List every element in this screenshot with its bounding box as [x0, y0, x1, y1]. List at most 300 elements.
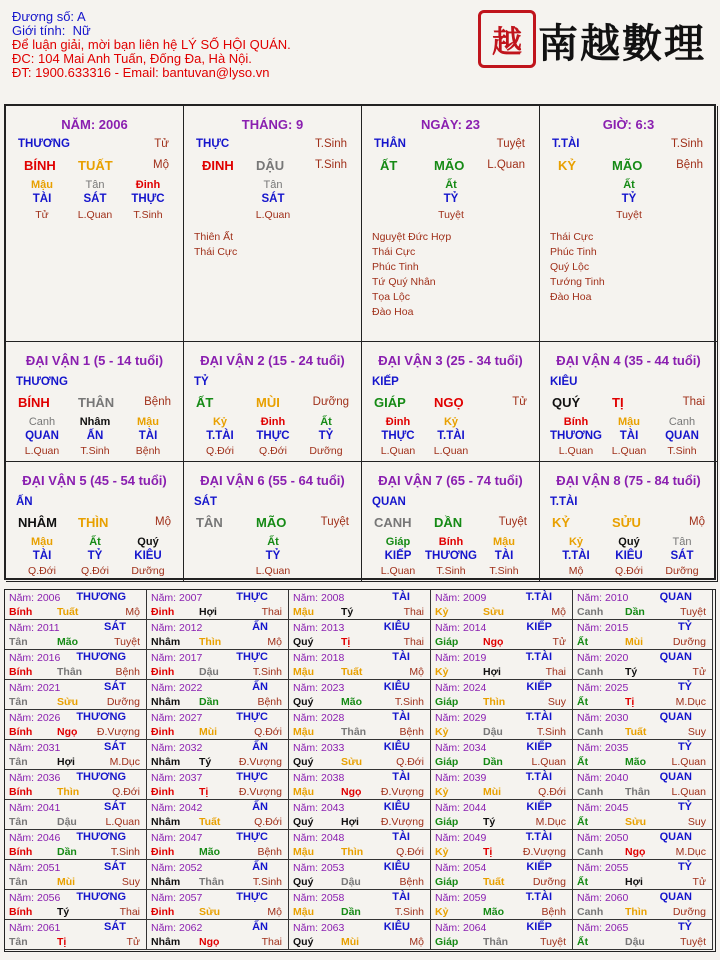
year-cell — [431, 740, 573, 770]
year-thap-than: TÀI — [392, 591, 410, 603]
year-stage: Đ.Vượng — [380, 816, 424, 828]
year-cell — [147, 650, 289, 680]
year-cell — [573, 860, 713, 890]
star-item: Đào Hoa — [372, 306, 414, 318]
year-stage: Q.Đới — [396, 756, 424, 768]
hidden-stem: Bính — [438, 536, 464, 548]
year-thap-than: QUAN — [659, 891, 692, 903]
heavenly-stem: KỶ — [558, 158, 577, 173]
year-stem: Mậu — [293, 906, 314, 918]
year-thap-than: THỰC — [236, 591, 268, 603]
year-label: Năm: 2041 — [9, 802, 61, 814]
year-stage: Suy — [121, 876, 140, 888]
year-cell — [573, 920, 713, 950]
year-label: Năm: 2017 — [151, 652, 203, 664]
hidden-stage: L.Quan — [77, 209, 113, 221]
dai-van-stage: Tử — [512, 396, 527, 408]
year-branch: Dần — [199, 696, 219, 708]
year-thap-than: T.TÀI — [525, 711, 552, 723]
year-stage: Thai — [261, 606, 282, 618]
year-thap-than: SÁT — [104, 621, 126, 633]
hidden-stage: L.Quan — [255, 209, 291, 221]
year-label: Năm: 2035 — [577, 742, 629, 754]
star-item: Phúc Tinh — [550, 246, 597, 258]
year-stage: T.Sinh — [536, 726, 566, 738]
hidden-god: SÁT — [670, 550, 694, 562]
year-cell — [5, 860, 147, 890]
dai-van-thap-than: SÁT — [194, 496, 217, 508]
year-stem: Nhâm — [151, 876, 181, 888]
year-thap-than: KIẾP — [526, 681, 552, 693]
year-branch: Tị — [57, 936, 67, 948]
year-label: Năm: 2033 — [293, 742, 345, 754]
year-thap-than: ẤN — [252, 741, 268, 753]
year-thap-than: TỶ — [677, 921, 692, 933]
hidden-stem: Quý — [137, 536, 159, 548]
year-stage: Q.Đới — [538, 786, 566, 798]
dai-van-title: ĐẠI VẬN 3 (25 - 34 tuổi) — [378, 353, 523, 368]
year-cell — [289, 590, 431, 620]
year-cell — [289, 830, 431, 860]
pillar-thap-than: THƯƠNG — [18, 138, 70, 150]
hidden-stage: Mộ — [568, 565, 584, 577]
year-branch: Hợi — [57, 756, 75, 768]
dai-van-stage: Tuyệt — [498, 516, 527, 528]
year-stem: Canh — [577, 666, 604, 678]
year-stem: Quý — [293, 696, 314, 708]
year-label: Năm: 2046 — [9, 832, 61, 844]
year-stage: Đ.Vượng — [238, 756, 282, 768]
earthly-branch: TỊ — [612, 395, 624, 410]
year-stage: Suy — [687, 726, 706, 738]
hidden-god: TÀI — [138, 430, 158, 442]
hidden-stage: L.Quan — [24, 445, 60, 457]
year-branch: Dần — [625, 606, 645, 618]
dai-van-title: ĐẠI VẬN 5 (45 - 54 tuổi) — [22, 473, 167, 488]
year-label: Năm: 2009 — [435, 592, 487, 604]
star-item: Thái Cực — [372, 246, 416, 258]
year-stem: Quý — [293, 876, 314, 888]
year-thap-than: ẤN — [252, 861, 268, 873]
year-stem: Ất — [577, 936, 589, 948]
hidden-stage: Bệnh — [135, 445, 161, 457]
heavenly-stem: TÂN — [196, 515, 223, 530]
year-label: Năm: 2040 — [577, 772, 629, 784]
year-branch: Mùi — [199, 726, 218, 738]
year-thap-than: ẤN — [252, 921, 268, 933]
year-cell — [431, 680, 573, 710]
year-label: Năm: 2064 — [435, 922, 487, 934]
year-branch: Hợi — [483, 666, 501, 678]
hidden-stage: L.Quan — [433, 445, 469, 457]
star-list — [372, 230, 451, 320]
year-label: Năm: 2056 — [9, 892, 61, 904]
dai-van-cell — [362, 462, 540, 582]
year-label: Năm: 2051 — [9, 862, 61, 874]
year-cell — [289, 770, 431, 800]
header-info — [12, 10, 452, 80]
year-cell — [147, 740, 289, 770]
year-cell — [431, 920, 573, 950]
year-label: Năm: 2027 — [151, 712, 203, 724]
year-thap-than: THƯƠNG — [76, 711, 126, 723]
year-label: Năm: 2047 — [151, 832, 203, 844]
year-branch: Thìn — [199, 636, 222, 648]
earthly-branch: TUẤT — [78, 158, 113, 173]
pillar-thap-than: T.TÀI — [552, 138, 580, 150]
heavenly-stem: BÍNH — [24, 158, 56, 173]
hidden-stage: Dưỡng — [309, 445, 343, 457]
hidden-stage: Tuyệt — [616, 209, 642, 221]
year-branch: Thìn — [57, 786, 80, 798]
year-stem: Nhâm — [151, 816, 181, 828]
year-stem: Mậu — [293, 846, 314, 858]
year-cell — [5, 830, 147, 860]
hidden-stem: Ất — [267, 536, 279, 548]
year-label: Năm: 2052 — [151, 862, 203, 874]
year-stage: Q.Đới — [396, 846, 424, 858]
hidden-stem: Mậu — [618, 416, 640, 428]
hidden-stage: T.Sinh — [436, 565, 466, 577]
year-branch: Tuất — [199, 816, 221, 828]
year-stem: Kỷ — [435, 906, 449, 918]
year-thap-than: SÁT — [104, 921, 126, 933]
year-branch: Thân — [199, 876, 225, 888]
pillar-cell — [184, 106, 362, 342]
hidden-god: THƯƠNG — [550, 430, 602, 442]
year-label: Năm: 2025 — [577, 682, 629, 694]
year-label: Năm: 2016 — [9, 652, 61, 664]
hidden-god: TỶ — [318, 430, 334, 442]
year-thap-than: QUAN — [659, 711, 692, 723]
year-label: Năm: 2048 — [293, 832, 345, 844]
year-thap-than: TÀI — [392, 891, 410, 903]
year-branch: Mão — [483, 906, 504, 918]
heavenly-stem: ĐINH — [202, 158, 234, 173]
star-item: Tọa Lộc — [372, 291, 410, 303]
dai-van-cell — [540, 342, 718, 462]
year-cell — [289, 710, 431, 740]
year-stem: Kỷ — [435, 786, 449, 798]
year-thap-than: TÀI — [392, 651, 410, 663]
year-thap-than: KIÊU — [383, 801, 410, 813]
hidden-god: TỶ — [621, 193, 637, 205]
hidden-stage: Dưỡng — [665, 565, 699, 577]
hidden-stage: Q.Đới — [259, 445, 287, 457]
hidden-stem: Bính — [563, 416, 589, 428]
year-stage: Tử — [126, 936, 140, 948]
year-stem: Tân — [9, 696, 28, 708]
year-stage: L.Quan — [671, 786, 706, 798]
hidden-god: TỶ — [443, 193, 459, 205]
year-label: Năm: 2059 — [435, 892, 487, 904]
pillar-stage-top: T.Sinh — [315, 138, 347, 150]
year-label: Năm: 2008 — [293, 592, 345, 604]
heavenly-stem: BÍNH — [18, 395, 50, 410]
year-thap-than: T.TÀI — [525, 651, 552, 663]
hidden-god: T.TÀI — [206, 430, 234, 442]
year-stage: Thai — [261, 936, 282, 948]
year-thap-than: ẤN — [252, 681, 268, 693]
year-label: Năm: 2018 — [293, 652, 345, 664]
hidden-god: T.TÀI — [437, 430, 465, 442]
year-stage: Mộ — [267, 906, 282, 918]
year-cell — [289, 650, 431, 680]
year-cell — [573, 740, 713, 770]
year-stage: M.Dục — [675, 846, 706, 858]
year-stem: Mậu — [293, 726, 314, 738]
hidden-stage: Dưỡng — [131, 565, 165, 577]
year-label: Năm: 2013 — [293, 622, 345, 634]
year-thap-than: SÁT — [104, 861, 126, 873]
year-stem: Đinh — [151, 786, 175, 798]
year-thap-than: THƯƠNG — [76, 771, 126, 783]
hidden-god: T.TÀI — [562, 550, 590, 562]
pillar-stage-top: Tử — [154, 138, 169, 150]
hidden-stage: Q.Đới — [615, 565, 643, 577]
year-label: Năm: 2036 — [9, 772, 61, 784]
address-line: ĐC: 104 Mai Anh Tuấn, Đống Đa, Hà Nội. — [12, 51, 252, 66]
year-branch: Thân — [341, 726, 367, 738]
year-branch: Dậu — [199, 666, 219, 678]
year-label: Năm: 2011 — [9, 622, 60, 634]
year-stage: Mộ — [551, 606, 566, 618]
year-stage: L.Quan — [671, 756, 706, 768]
year-thap-than: THỰC — [236, 891, 268, 903]
year-stem: Mậu — [293, 786, 314, 798]
year-cell — [147, 800, 289, 830]
heavenly-stem: KỶ — [552, 515, 571, 530]
year-label: Năm: 2055 — [577, 862, 629, 874]
year-thap-than: KIẾP — [526, 741, 552, 753]
year-thap-than: T.TÀI — [525, 831, 552, 843]
contact-line: Để luận giải, mời bạn liên hệ LÝ SỐ HỘI QUÁN. — [12, 37, 291, 52]
hidden-stage: L.Quan — [558, 445, 594, 457]
hidden-stage: Tuyệt — [438, 209, 464, 221]
year-thap-than: SÁT — [104, 681, 126, 693]
year-stem: Canh — [577, 606, 604, 618]
year-label: Năm: 2065 — [577, 922, 629, 934]
year-stem: Quý — [293, 756, 314, 768]
year-branch: Dần — [57, 846, 77, 858]
year-stage: Tuyệt — [114, 636, 140, 648]
year-label: Năm: 2043 — [293, 802, 345, 814]
year-stage: Suy — [687, 816, 706, 828]
year-branch: Tuất — [625, 726, 647, 738]
year-branch: Thân — [625, 786, 651, 798]
year-branch: Tị — [483, 846, 493, 858]
year-thap-than: T.TÀI — [525, 771, 552, 783]
hidden-stem: Mậu — [493, 536, 515, 548]
year-stage: Dưỡng — [672, 636, 706, 648]
heavenly-stem: NHÂM — [18, 515, 57, 530]
year-stage: Q.Đới — [254, 726, 282, 738]
year-stage: T.Sinh — [110, 846, 140, 858]
year-label: Năm: 2031 — [9, 742, 61, 754]
year-stem: Đinh — [151, 906, 175, 918]
year-stem: Ất — [577, 756, 589, 768]
year-stage: Mộ — [409, 936, 424, 948]
pillar-thap-than: THỰC — [196, 138, 230, 150]
year-stem: Ất — [577, 696, 589, 708]
year-label: Năm: 2038 — [293, 772, 345, 784]
year-cell — [5, 590, 147, 620]
dai-van-cell — [362, 342, 540, 462]
star-item: Tứ Quý Nhân — [372, 276, 436, 288]
pillar-cell — [362, 106, 540, 342]
year-stem: Đinh — [151, 846, 175, 858]
year-branch: Tuất — [341, 666, 363, 678]
year-stem: Giáp — [435, 936, 459, 948]
year-cell — [289, 860, 431, 890]
hidden-god: QUAN — [25, 430, 59, 442]
year-stage: T.Sinh — [252, 666, 282, 678]
hidden-stem: Mậu — [31, 536, 53, 548]
dai-van-cell — [184, 342, 362, 462]
hidden-god: KIÊU — [134, 550, 162, 562]
dai-van-thap-than: THƯƠNG — [16, 376, 68, 388]
year-branch: Dậu — [341, 876, 361, 888]
hidden-stage: L.Quan — [255, 565, 291, 577]
hidden-god: TÀI — [494, 550, 514, 562]
hidden-stem: Nhâm — [79, 416, 111, 428]
hidden-stage: T.Sinh — [133, 209, 163, 221]
dai-van-thap-than: KIÊU — [550, 376, 578, 388]
dai-van-thap-than: T.TÀI — [550, 496, 578, 508]
hidden-stage: L.Quan — [380, 445, 416, 457]
year-cell — [5, 740, 147, 770]
chart-grid — [4, 104, 716, 580]
year-branch: Mùi — [483, 786, 502, 798]
hidden-stage: Q.Đới — [81, 565, 109, 577]
year-label: Năm: 2061 — [9, 922, 61, 934]
heavenly-stem: QUÝ — [552, 395, 581, 410]
pillar-stage: Mộ — [153, 159, 169, 171]
year-cell — [289, 740, 431, 770]
year-stem: Kỷ — [435, 846, 449, 858]
hidden-stem: Đinh — [385, 416, 411, 428]
year-label: Năm: 2049 — [435, 832, 487, 844]
year-thap-than: TỶ — [677, 621, 692, 633]
year-branch: Ngọ — [57, 726, 78, 738]
year-thap-than: THỰC — [236, 711, 268, 723]
hidden-stage: T.Sinh — [80, 445, 110, 457]
hidden-stem: Tân — [85, 179, 105, 191]
year-stem: Tân — [9, 636, 28, 648]
star-list — [550, 230, 605, 305]
year-thap-than: THƯƠNG — [76, 591, 126, 603]
year-cell — [289, 890, 431, 920]
dai-van-stage: Mộ — [689, 516, 705, 528]
year-cell — [431, 650, 573, 680]
dai-van-stage: Thai — [682, 396, 705, 408]
year-cell — [431, 890, 573, 920]
pillar-stage: L.Quan — [487, 159, 525, 171]
year-branch: Dậu — [625, 936, 645, 948]
earthly-branch: DẬU — [256, 158, 285, 173]
year-cell — [147, 770, 289, 800]
pillar-stage: Bệnh — [676, 159, 703, 171]
year-cell — [5, 680, 147, 710]
year-label: Năm: 2054 — [435, 862, 487, 874]
year-thap-than: SÁT — [104, 801, 126, 813]
year-label: Năm: 2007 — [151, 592, 203, 604]
hidden-stem: Ất — [320, 416, 332, 428]
dai-van-cell — [6, 462, 184, 582]
hidden-stem: Mậu — [137, 416, 159, 428]
earthly-branch: THÌN — [78, 515, 109, 530]
year-cell — [147, 710, 289, 740]
year-label: Năm: 2015 — [577, 622, 629, 634]
year-label: Năm: 2044 — [435, 802, 487, 814]
year-cell — [289, 680, 431, 710]
year-cell — [289, 920, 431, 950]
year-cell — [147, 890, 289, 920]
dai-van-stage: Bệnh — [144, 396, 171, 408]
year-branch: Tý — [483, 816, 496, 828]
year-branch: Sửu — [199, 906, 221, 918]
hidden-stem: Mậu — [31, 179, 53, 191]
year-thap-than: SÁT — [104, 741, 126, 753]
year-stage: Q.Đới — [112, 786, 140, 798]
year-cell — [5, 770, 147, 800]
year-stem: Đinh — [151, 666, 175, 678]
year-label: Năm: 2063 — [293, 922, 345, 934]
year-stage: Bệnh — [257, 696, 282, 708]
year-branch: Sửu — [625, 816, 647, 828]
year-stem: Canh — [577, 906, 604, 918]
hidden-god: KIÊU — [615, 550, 643, 562]
year-branch: Dần — [341, 906, 361, 918]
year-thap-than: KIÊU — [383, 861, 410, 873]
star-item: Quý Lộc — [550, 261, 590, 273]
year-stem: Quý — [293, 816, 314, 828]
hidden-god: KIẾP — [384, 550, 412, 562]
year-thap-than: T.TÀI — [525, 591, 552, 603]
year-branch: Mão — [57, 636, 78, 648]
year-stage: Tử — [552, 636, 566, 648]
year-cell — [147, 620, 289, 650]
year-branch: Mão — [625, 756, 646, 768]
year-thap-than: KIÊU — [383, 621, 410, 633]
year-thap-than: KIÊU — [383, 741, 410, 753]
year-cell — [573, 890, 713, 920]
year-cell — [289, 800, 431, 830]
earthly-branch: MÃO — [612, 158, 643, 173]
year-branch: Ngọ — [625, 846, 646, 858]
year-branch: Thân — [483, 936, 509, 948]
star-item: Thiên Ất — [194, 231, 234, 243]
hidden-stem: Ất — [445, 179, 457, 191]
year-thap-than: THƯƠNG — [76, 891, 126, 903]
hidden-god: ẤN — [86, 430, 104, 442]
year-label: Năm: 2030 — [577, 712, 629, 724]
hidden-stem: Canh — [28, 416, 56, 428]
year-stage: Q.Đới — [254, 816, 282, 828]
year-thap-than: THƯƠNG — [76, 651, 126, 663]
year-thap-than: KIÊU — [383, 921, 410, 933]
year-stem: Kỷ — [435, 726, 449, 738]
year-branch: Thân — [57, 666, 83, 678]
year-branch: Mão — [199, 846, 220, 858]
year-branch: Ngọ — [483, 636, 504, 648]
year-thap-than: TÀI — [392, 771, 410, 783]
hidden-stage: L.Quan — [380, 565, 416, 577]
dai-van-stage: Dưỡng — [312, 396, 349, 408]
year-stem: Kỷ — [435, 666, 449, 678]
pillar-stage-top: T.Sinh — [671, 138, 703, 150]
year-stage: L.Quan — [105, 816, 140, 828]
